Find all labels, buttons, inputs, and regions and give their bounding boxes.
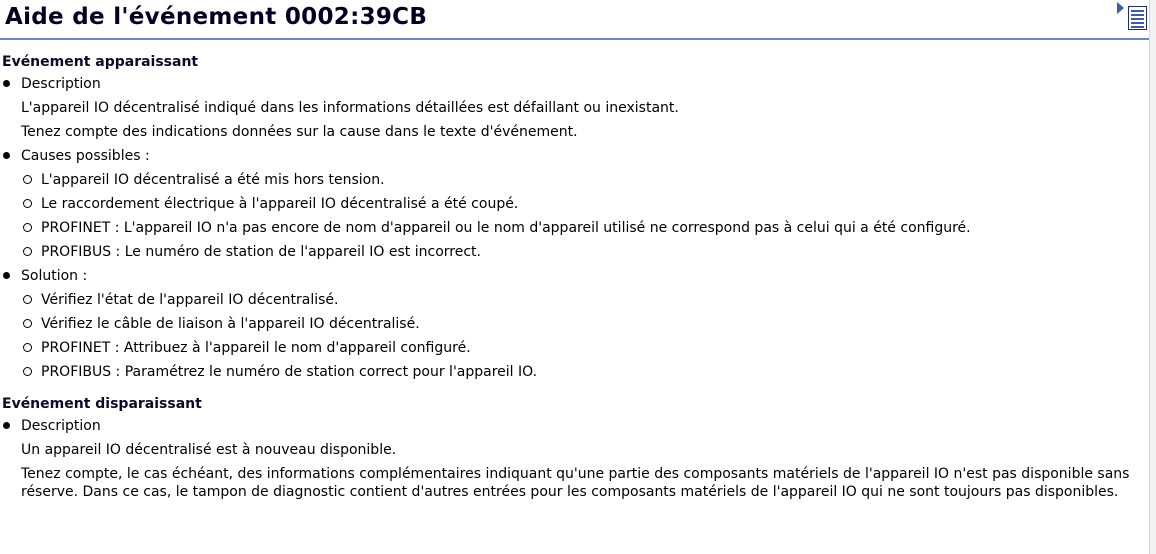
circle-bullet-icon xyxy=(23,319,32,328)
outgoing-event-section xyxy=(0,394,1150,501)
incoming-event-section xyxy=(0,52,1150,384)
cause-text: L'appareil IO décentralisé a été mis hors tension. xyxy=(41,172,385,188)
bullet-icon xyxy=(3,422,10,429)
circle-bullet-icon xyxy=(23,343,32,352)
help-content xyxy=(0,52,1150,501)
solution-text: Vérifiez l'état de l'appareil IO décentralisé. xyxy=(41,292,339,308)
description-text: Un appareil IO décentralisé est à nouveau disponible. xyxy=(21,442,397,458)
causes-label: Causes possibles : xyxy=(21,148,150,164)
description-text: Tenez compte, le cas échéant, des informations complémentaires indiquant qu'une partie des composants matériels de l'appareil IO n'est pas disponible sans réserve. Dans ce cas, le tampon de diagnostic contient d'autres entrées pour les composants matériels de l'appareil IO qui ne sont toujours pas disponibles. xyxy=(21,466,1130,500)
scrollbar-edge[interactable] xyxy=(1149,0,1156,554)
solution-text: Vérifiez le câble de liaison à l'appareil IO décentralisé. xyxy=(41,316,420,332)
bullet-icon xyxy=(3,152,10,159)
sub-list-item xyxy=(0,360,1150,384)
section-gap xyxy=(0,384,1150,394)
cause-text: PROFINET : L'appareil IO n'a pas encore de nom d'appareil ou le nom d'appareil utilisé ne correspond pas à celui qui a été configuré. xyxy=(41,220,971,236)
sub-list-item xyxy=(0,192,1150,216)
list-item xyxy=(0,414,1150,438)
page-title: Aide de l'événement 0002:39CB xyxy=(5,4,428,30)
sub-list-item xyxy=(0,312,1150,336)
circle-bullet-icon xyxy=(23,295,32,304)
circle-bullet-icon xyxy=(23,247,32,256)
page-header xyxy=(0,0,1150,40)
incoming-event-title: Evénement apparaissant xyxy=(2,54,199,70)
description-text: L'appareil IO décentralisé indiqué dans les informations détaillées est défaillant ou inexistant. xyxy=(21,100,679,116)
sub-list-item xyxy=(0,168,1150,192)
description-label: Description xyxy=(21,418,101,434)
cause-text: Le raccordement électrique à l'appareil IO décentralisé a été coupé. xyxy=(41,196,519,212)
description-label: Description xyxy=(21,76,101,92)
sub-list-item xyxy=(0,216,1150,240)
list-item xyxy=(0,264,1150,288)
description-text: Tenez compte des indications données sur la cause dans le texte d'événement. xyxy=(21,124,578,140)
circle-bullet-icon xyxy=(23,175,32,184)
cause-text: PROFIBUS : Le numéro de station de l'appareil IO est incorrect. xyxy=(41,244,481,260)
solution-label: Solution : xyxy=(21,268,88,284)
solution-text: PROFIBUS : Paramétrez le numéro de station correct pour l'appareil IO. xyxy=(41,364,538,380)
table-of-contents-button[interactable] xyxy=(1116,1,1148,31)
circle-bullet-icon xyxy=(23,199,32,208)
solution-text: PROFINET : Attribuez à l'appareil le nom d'appareil configuré. xyxy=(41,340,471,356)
circle-bullet-icon xyxy=(23,367,32,376)
bullet-icon xyxy=(3,80,10,87)
paragraph xyxy=(0,438,1150,462)
sub-list-item xyxy=(0,336,1150,360)
list-item xyxy=(0,144,1150,168)
table-of-contents-icon xyxy=(1116,1,1148,31)
sub-list-item xyxy=(0,240,1150,264)
sub-list-item xyxy=(0,288,1150,312)
circle-bullet-icon xyxy=(23,223,32,232)
list-item xyxy=(0,72,1150,96)
paragraph xyxy=(0,96,1150,120)
outgoing-event-title: Evénement disparaissant xyxy=(2,396,202,412)
bullet-icon xyxy=(3,272,10,279)
paragraph xyxy=(0,120,1150,144)
